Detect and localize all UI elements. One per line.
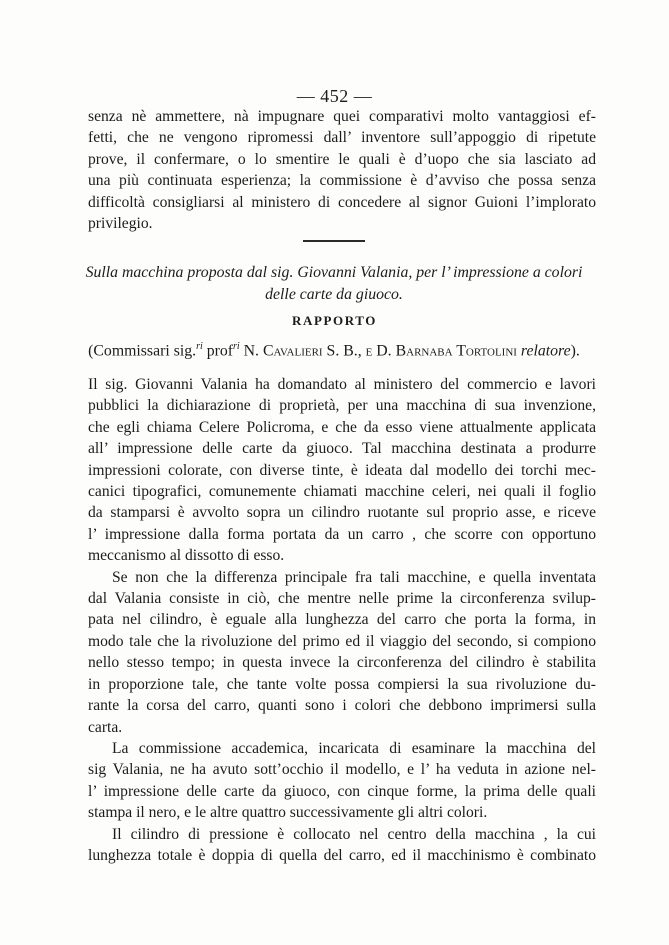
commissioners-role: relatore	[520, 342, 571, 360]
text-line: pubblici la dichiarazione di proprietà, per una macchina di sua invenzione,	[88, 397, 596, 415]
text-line: che egli chiama Celere Policroma, e che da esso viene attualmente applicata	[88, 418, 596, 436]
text-line: senza nè ammettere, nà impugnare quei comparativi molto vantaggiosi ef-	[88, 108, 596, 125]
text-line: fetti, che ne vengono ripromessi dall’ inventore sull’appoggio di ripetute	[88, 129, 596, 147]
commissioners-sup: ri	[196, 341, 203, 352]
report-heading: RAPPORTO	[291, 313, 378, 328]
text-line: in proporzione tale, che tante volte possa compiersi la sua rivoluzione du-	[88, 675, 596, 693]
text-line: difficoltà consigliarsi al ministero di concedere al signor Guioni l’implorato	[88, 193, 596, 211]
text-line: carta.	[88, 718, 123, 736]
report-body	[88, 370, 596, 866]
text-line: Il sig. Giovanni Valania ha domandato al ministero del commercio e lavori	[88, 376, 596, 393]
text-line: da stamparsi è avvolto sopra un cilindro ruotante sul proprio asse, e riceve	[88, 504, 596, 522]
text-line: l’ impressione delle carte da giuoco, con cinque forme, la prima delle quali	[88, 782, 596, 800]
text-line: Il cilindro di pressione è collocato nel centro della macchina , la cui	[112, 825, 596, 843]
section-title-line: delle carte da giuoco.	[265, 285, 403, 303]
text-line: canici tipografici, comunemente chiamati macchine celeri, nei quali il foglio	[88, 483, 596, 501]
commissioners-prof: prof	[202, 342, 234, 360]
section-divider	[303, 240, 365, 242]
text-line: privilegio.	[88, 215, 153, 233]
text-line: all’ impressione delle carte da giuoco. Tal macchina destinata a produrre	[88, 440, 596, 458]
text-line: rante la corsa del carro, quanti sono i colori che debbono imprimersi sulla	[88, 697, 596, 715]
text-line: lunghezza totale è doppia di quella del carro, ed il macchinismo è combinato	[88, 846, 596, 864]
commissioners-sup: ri	[233, 341, 240, 352]
top-paragraph	[88, 106, 596, 234]
text-line: una più continuata esperienza; la commissione è d’avviso che possa senza	[88, 172, 596, 190]
commissioners-names: N. Cavalieri S. B., e D. Barnaba Tortolini	[239, 342, 521, 360]
text-line: nello stesso tempo; in questa invece la circonferenza del cilindro è stabilita	[88, 654, 596, 672]
text-line: pata nel cilindro, è eguale alla lunghezza del carro che porta la forma, in	[88, 611, 596, 629]
text-line: Se non che la differenza principale fra tali macchine, e quella inventata	[112, 568, 596, 586]
text-line: l’ impressione dalla forma portata da un carro , che scorre con opportuno	[88, 525, 596, 543]
text-line: La commissione accademica, incaricata di esaminare la macchina del	[112, 739, 596, 757]
text-line: meccanismo al dissotto di esso.	[88, 547, 285, 565]
commissioners-close: ).	[570, 342, 580, 360]
text-line: stampa il nero, e le altre quattro successivamente gli altri colori.	[88, 804, 488, 822]
section-title-line: Sulla macchina proposta dal sig. Giovanni Valania, per l’ impressione a colori	[85, 264, 583, 281]
page-number: — 452 —	[296, 86, 373, 106]
text-line: impressioni colorate, con diverse tinte, è ideata dal modello dei torchi mec-	[88, 461, 596, 479]
text-line: modo tale che la rivoluzione del primo ed il viaggio del secondo, si compiono	[88, 632, 596, 650]
text-line: prove, il confermare, o lo smentire le quali è d’uopo che sia lasciato ad	[88, 150, 596, 168]
section-title	[60, 262, 608, 305]
text-line: dal Valania consiste in ciò, che mentre nelle prime la circonferenza svilup-	[88, 590, 596, 608]
text-line: sig Valania, ne ha avuto sott’occhio il modello, e l’ ha veduta in azione nel-	[88, 761, 596, 779]
commissioners-line	[60, 336, 608, 361]
commissioners-open: (Commissari sig.	[88, 342, 197, 360]
